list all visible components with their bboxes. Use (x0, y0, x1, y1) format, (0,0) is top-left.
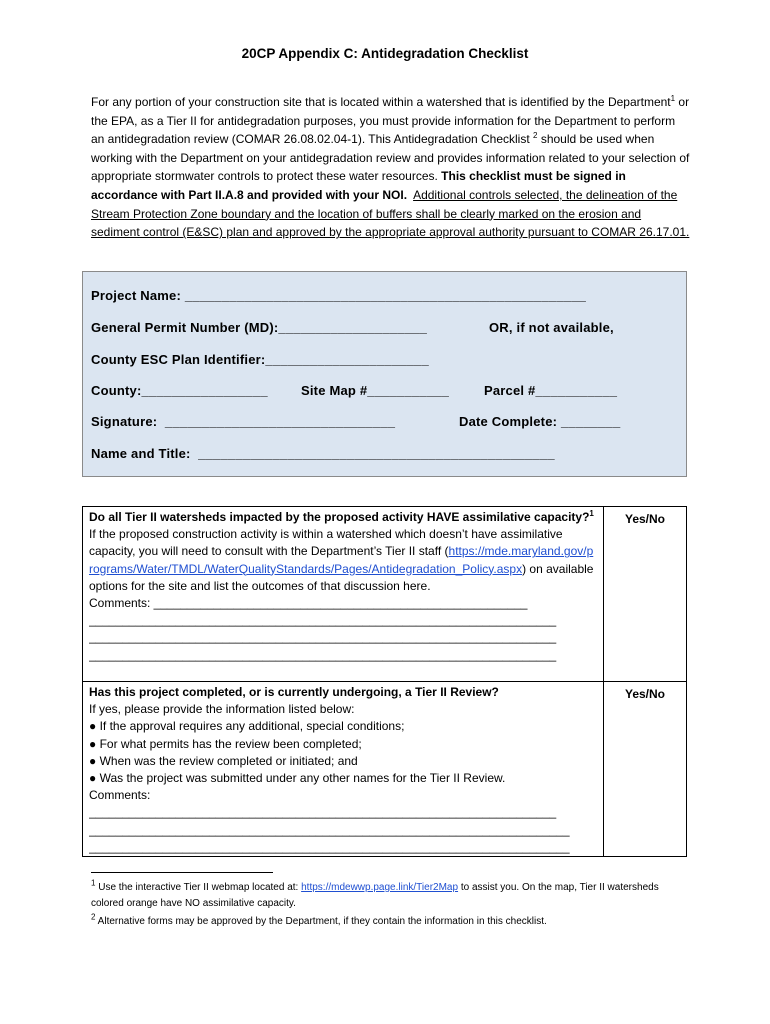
footnote-separator (91, 872, 273, 873)
comment-blank-line[interactable]: ______________________________________________________________________ (89, 647, 557, 662)
question-body: If the proposed construction activity is within a watershed which doesn’t have assimilative capacity, you will need to consult with the Department’s Tier II staff (https://mde.maryland.gov/programs/Water/TMDL/WaterQualityStandards/Pages/Antidegradation_Policy.aspx) on available options for the site and list the outcomes of that discussion here. (89, 527, 594, 593)
footnote-2: $^2$ Alternative forms may be approved by the Department, if they contain the information in this checklist. (91, 912, 547, 927)
comment-blank-line[interactable]: ________________________________________________________________________ (89, 822, 570, 837)
question-intro: If yes, please provide the information listed below: (89, 702, 355, 717)
question-cell (83, 507, 604, 682)
yes-no-answer[interactable]: Yes/No (604, 682, 687, 857)
question-cell (83, 682, 604, 857)
comments-line[interactable]: Comments: ________________________________________________________ (89, 596, 528, 611)
county-esc-plan-field[interactable]: County ESC Plan Identifier:______________________ (91, 352, 429, 367)
bullet-item: ● If the approval requires any additional, special conditions; (89, 719, 405, 734)
parcel-field[interactable]: Parcel #___________ (484, 383, 618, 398)
comment-blank-line[interactable]: ________________________________________________________________________ (89, 839, 570, 854)
comment-blank-line[interactable]: ______________________________________________________________________ (89, 630, 557, 645)
intro-text-2: or the EPA, as a Tier II for antidegradation purposes, you must provide information for the Department to perform an antidegradation review (COMAR 26.08.02.04-1). This Antidegradation Checklist (91, 95, 690, 147)
footnote-ref-2: 2 (533, 131, 538, 141)
question-heading: Has this project completed, or is currently undergoing, a Tier II Review? (89, 685, 499, 699)
yes-no-answer[interactable]: Yes/No (604, 507, 687, 682)
footnote-1: $^1$ Use the interactive Tier II webmap located at: https://mdewwp.page.link/Tier2Map to assist you. On the map, Tier II watersheds colored orange have NO assimilative capacity. (91, 878, 659, 909)
intro-underlined-note: Additional controls selected, the delineation of the Stream Protection Zone boundary and the location of buffers shall be clearly marked on the erosion and sediment control (E&SC) plan and approved by the appropriate approval authority pursuant to COMAR 26.17.01. (91, 187, 690, 240)
footnote-ref-1: 1 (670, 94, 676, 103)
intro-text-3: should be used when working with the Department on your antidegradation review and provides information related to your selection of appropriate stormwater controls to protect these water resources. (91, 132, 690, 184)
checklist-row-tier2-review (83, 682, 687, 857)
comments-label: Comments: (89, 788, 151, 803)
comment-blank-line[interactable]: ______________________________________________________________________ (89, 613, 557, 628)
project-info-box (82, 271, 687, 477)
or-if-not-available-label: OR, if not available, (489, 320, 614, 335)
county-field[interactable]: County:_________________ (91, 383, 268, 398)
bullet-item: ● For what permits has the review been completed; (89, 736, 362, 751)
page-title: 20CP Appendix C: Antidegradation Checklist (241, 46, 529, 61)
antidegradation-policy-link[interactable]: https://mde.maryland.gov/programs/Water/TMDL/WaterQualityStandards/Pages/Antidegradation_Policy.aspx (89, 544, 594, 576)
tier2-webmap-link[interactable]: https://mdewwp.page.link/Tier2Map (301, 882, 459, 893)
question-heading: Do all Tier II watersheds impacted by the proposed activity HAVE assimilative capacity?$^1$ (89, 509, 594, 524)
date-complete-field[interactable]: Date Complete: ________ (459, 414, 621, 429)
intro-bold-requirement: This checklist must be signed in accordance with Part II.A.8 and provided with your NOI. (91, 169, 626, 202)
name-and-title-field[interactable]: Name and Title: ________________________________________________ (91, 446, 555, 461)
intro-text-1: For any portion of your construction site that is located within a watershed that is identified by the Department (91, 95, 671, 109)
site-map-field[interactable]: Site Map #___________ (301, 383, 450, 398)
intro-paragraph (91, 93, 691, 242)
permit-number-field[interactable]: General Permit Number (MD):____________________ (91, 320, 428, 335)
bullet-item: ● Was the project was submitted under any other names for the Tier II Review. (89, 771, 506, 786)
signature-field[interactable]: Signature: _______________________________ (91, 414, 396, 429)
project-name-field[interactable]: Project Name: ______________________________________________________ (91, 288, 587, 303)
checklist-row-assimilative-capacity (83, 507, 687, 682)
comment-blank-line[interactable]: ______________________________________________________________________ (89, 805, 557, 820)
bullet-item: ● When was the review completed or initiated; and (89, 753, 358, 768)
checklist-table (82, 506, 687, 857)
